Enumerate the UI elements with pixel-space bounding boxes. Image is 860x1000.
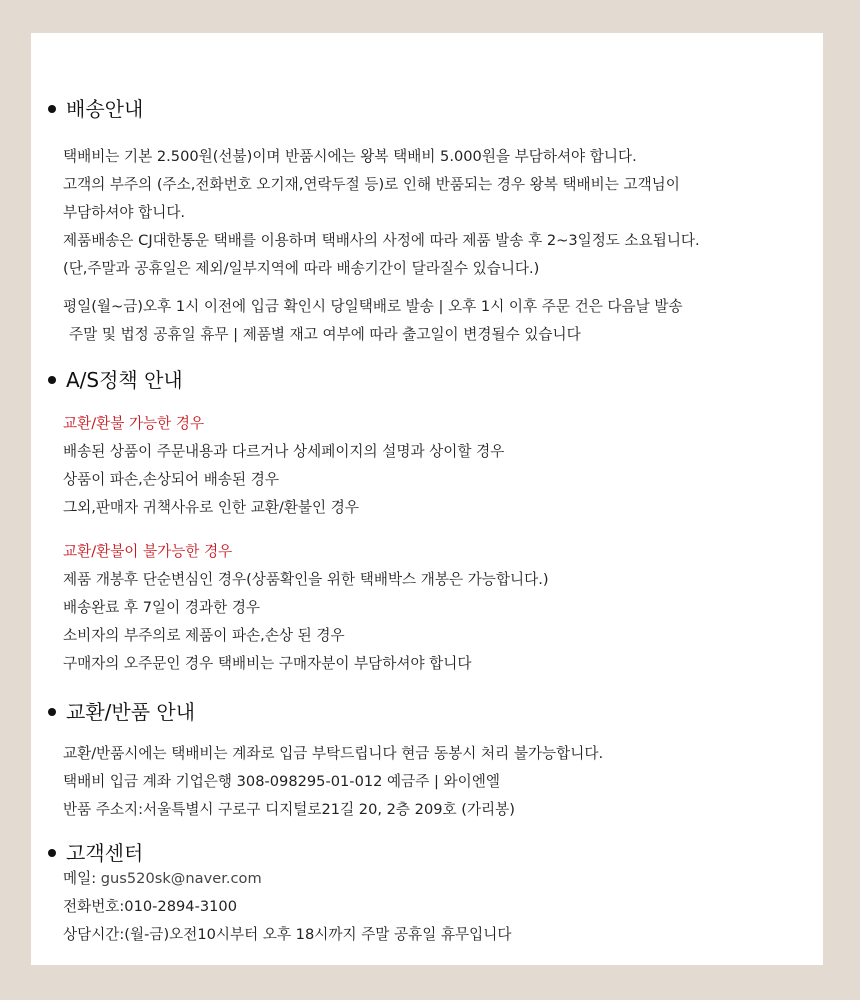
delivery-line: 평일(월~금)오후 1시 이전에 입금 확인시 당일택배로 발송 | 오후 1시 이후 주문 건은 다음날 발송 — [63, 298, 683, 315]
support-heading: 고객센터 — [48, 839, 143, 867]
refund-possible-line: 배송된 상품이 주문내용과 다르거나 상세페이지의 설명과 상이할 경우 — [63, 443, 505, 460]
delivery-line: (단,주말과 공휴일은 제외/일부지역에 따라 배송기간이 달라질수 있습니다.) — [63, 260, 540, 277]
refund-impossible-line: 제품 개봉후 단순변심인 경우(상품확인을 위한 택배박스 개봉은 가능합니다.) — [63, 571, 549, 588]
support-phone: 전화번호:010-2894-3100 — [63, 898, 237, 915]
exchange-line: 택배비 입금 계좌 기업은행 308-098295-01-012 예금주 | 와이엔엘 — [63, 773, 500, 790]
bullet-icon — [48, 708, 56, 716]
bullet-icon — [48, 105, 56, 113]
bullet-icon — [48, 376, 56, 384]
as-policy-heading: A/S정책 안내 — [48, 366, 183, 394]
refund-possible-line: 그외,판매자 귀책사유로 인한 교환/환불인 경우 — [63, 499, 359, 516]
delivery-line: 택배비는 기본 2.500원(선불)이며 반품시에는 왕복 택배비 5.000원을 부담하셔야 합니다. — [63, 148, 637, 165]
refund-impossible-line: 소비자의 부주의로 제품이 파손,손상 된 경우 — [63, 627, 345, 644]
delivery-heading: 배송안내 — [48, 95, 143, 123]
delivery-line: 고객의 부주의 (주소,전화번호 오기재,연락두절 등)로 인해 반품되는 경우 왕복 택배비는 고객님이 — [63, 176, 680, 193]
refund-impossible-line: 배송완료 후 7일이 경과한 경우 — [63, 599, 261, 616]
refund-impossible-line: 구매자의 오주문인 경우 택배비는 구매자분이 부담하셔야 합니다 — [63, 655, 472, 672]
refund-impossible-title: 교환/환불이 불가능한 경우 — [63, 543, 233, 560]
shipping-info-card — [31, 33, 823, 965]
delivery-line: 주말 및 법정 공휴일 휴무 | 제품별 재고 여부에 따라 출고일이 변경될수 있습니다 — [69, 326, 581, 343]
exchange-heading: 교환/반품 안내 — [48, 698, 195, 726]
bullet-icon — [48, 849, 56, 857]
refund-possible-line: 상품이 파손,손상되어 배송된 경우 — [63, 471, 279, 488]
exchange-line: 반품 주소지:서울특별시 구로구 디지털로21길 20, 2층 209호 (가리봉) — [63, 801, 515, 818]
email-address[interactable]: gus520sk@naver.com — [100, 870, 262, 887]
exchange-line: 교환/반품시에는 택배비는 계좌로 입금 부탁드립니다 현금 동봉시 처리 불가능합니다. — [63, 745, 604, 762]
refund-possible-title: 교환/환불 가능한 경우 — [63, 415, 205, 432]
delivery-line: 제품배송은 CJ대한통운 택배를 이용하며 택배사의 사정에 따라 제품 발송 후 2~3일정도 소요됩니다. — [63, 232, 700, 249]
delivery-line: 부담하셔야 합니다. — [63, 204, 186, 221]
email-label: 메일: — [63, 870, 101, 887]
support-email-row — [63, 869, 262, 889]
support-hours: 상담시간:(월-금)오전10시부터 오후 18시까지 주말 공휴일 휴무입니다 — [63, 926, 512, 943]
